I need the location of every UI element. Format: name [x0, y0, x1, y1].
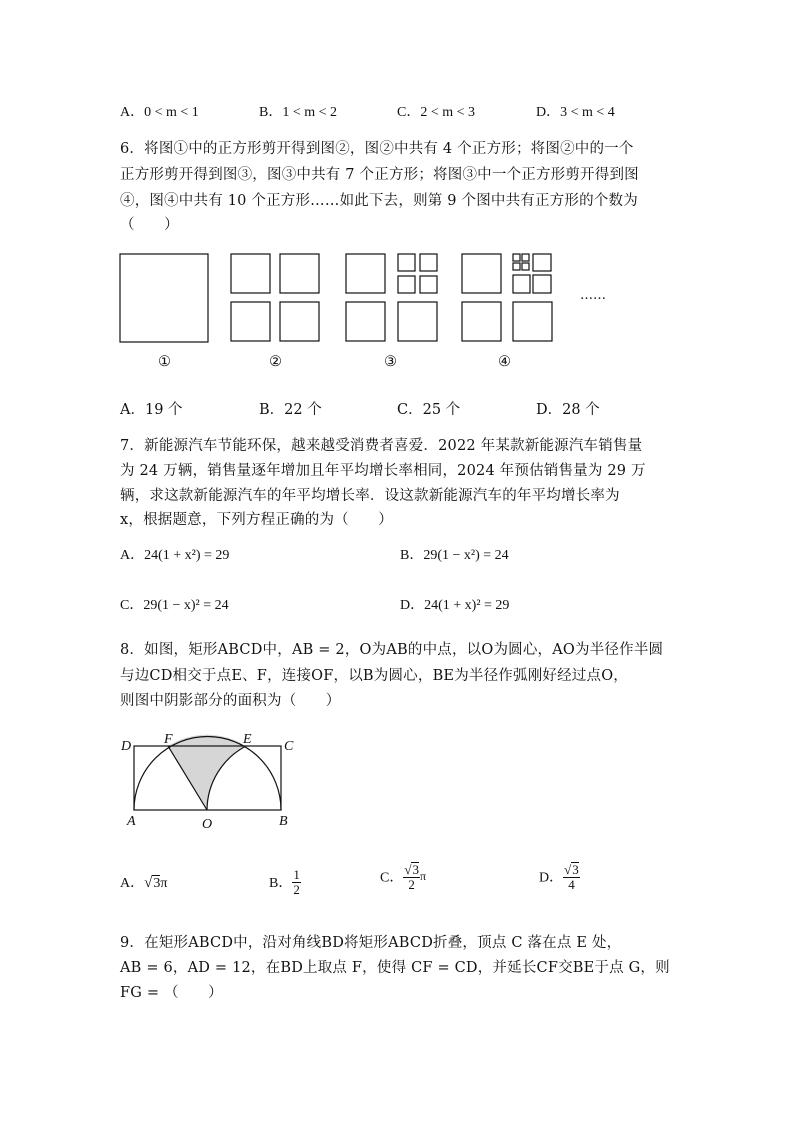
q6-text-line-1: 6．将图①中的正方形剪开得到图②，图②中共有 4 个正方形；将图②中的一个: [120, 141, 634, 157]
q6-figure-label-1: ①: [158, 354, 171, 370]
q8-label-e: E: [243, 732, 252, 747]
q8-option-d-radicand: 3: [572, 862, 579, 877]
q8-option-c-letter: C．: [380, 870, 404, 886]
q8-option-b-letter: B．: [269, 876, 293, 892]
q6-option-b: B．22 个: [259, 402, 322, 418]
q5-option-a: A．0 < m < 1: [120, 105, 199, 120]
q8-option-d-denominator: 4: [568, 876, 575, 892]
q8-text-line-3: 则图中阴影部分的面积为（ ）: [120, 693, 341, 709]
q8-text-line-1: 8．如图，矩形ABCD中，AB = 2，O为AB的中点，以O为圆心，AO为半径作半圆: [120, 642, 664, 658]
q6-text-line-2: 正方形剪开得到图③，图③中共有 7 个正方形；将图③中一个正方形剪开得到图: [120, 167, 639, 183]
q8-option-d: D． $\frac{√3}{4}$: [539, 862, 579, 892]
q9-text-line-2: AB = 6，AD = 12，在BD上取点 F，使得 CF = CD，并延长CF交BE于点 G，则: [120, 960, 670, 976]
q8-option-d-letter: D．: [539, 870, 564, 886]
q9-text-line-3: FG = （ ）: [120, 985, 223, 1001]
q5-option-b: B．1 < m < 2: [259, 105, 338, 120]
q6-figure-label-2: ②: [269, 354, 282, 370]
q8-shaded-region: [168, 746, 246, 810]
q7-text-line-1: 7．新能源汽车节能环保，越来越受消费者喜爱．2022 年某款新能源汽车销售量: [120, 438, 643, 454]
q5-option-d: D．3 < m < 4: [536, 105, 615, 120]
q6-text-line-3: ④，图④中共有 10 个正方形……如此下去，则第 9 个图中共有正方形的个数为: [120, 193, 638, 209]
q8-option-b-denominator: 2: [293, 881, 300, 897]
q6-figure-label-3: ③: [384, 354, 397, 370]
q8-label-o: O: [202, 817, 213, 832]
q8-label-f: F: [164, 732, 173, 747]
q8-text-line-2: 与边CD相交于点E、F，连接OF，以B为圆心，BE为半径作弧刚好经过点O，: [120, 668, 628, 684]
q7-text-line-4: x，根据题意，下列方程正确的为（ ）: [120, 512, 393, 528]
q8-option-a-pi: π: [160, 876, 168, 891]
q7-option-b: B．29(1 − x²) = 24: [400, 548, 509, 563]
q6-option-a: A．19 个: [120, 402, 183, 418]
q7-option-a: A．24(1 + x²) = 29: [120, 548, 230, 563]
q6-figure-label-4: ④: [498, 354, 511, 370]
q8-option-c-denominator: 2: [408, 876, 415, 892]
q8-option-a: A．√3π: [120, 875, 168, 891]
q8-option-c: C． $\frac{√3}{2}$ π: [380, 862, 427, 892]
q6-text-line-4: （ ）: [120, 217, 179, 233]
q8-option-c-radicand: 3: [412, 862, 419, 877]
q7-option-d: D．24(1 + x)² = 29: [400, 598, 510, 613]
q7-text-line-3: 辆，求这款新能源汽车的年平均增长率．设这款新能源汽车的年平均增长率为: [120, 488, 620, 504]
q7-text-line-2: 为 24 万辆，销售量逐年增加且年平均增长率相同，2024 年预估销售量为 29 万: [120, 463, 646, 479]
q6-ellipsis: ……: [580, 288, 606, 303]
q8-option-a-letter: A．: [120, 876, 145, 891]
q8-label-b: B: [279, 814, 288, 829]
q6-option-c: C．25 个: [397, 402, 461, 418]
q9-text-line-1: 9．在矩形ABCD中，沿对角线BD将矩形ABCD折叠，顶点 C 落在点 E 处，: [120, 935, 622, 951]
q8-option-b: [269, 868, 301, 896]
q7-option-c: C．29(1 − x)² = 24: [120, 598, 229, 613]
q8-label-c: C: [284, 739, 294, 754]
q8-option-c-pi: π: [419, 869, 427, 884]
q8-option-a-radicand: 3: [153, 876, 161, 891]
q8-option-b-numerator: 1: [293, 867, 300, 882]
q5-option-c: C．2 < m < 3: [397, 105, 476, 120]
q8-label-d: D: [121, 739, 132, 754]
q6-option-d: D．28 个: [536, 402, 600, 418]
q8-label-a: A: [127, 814, 136, 829]
